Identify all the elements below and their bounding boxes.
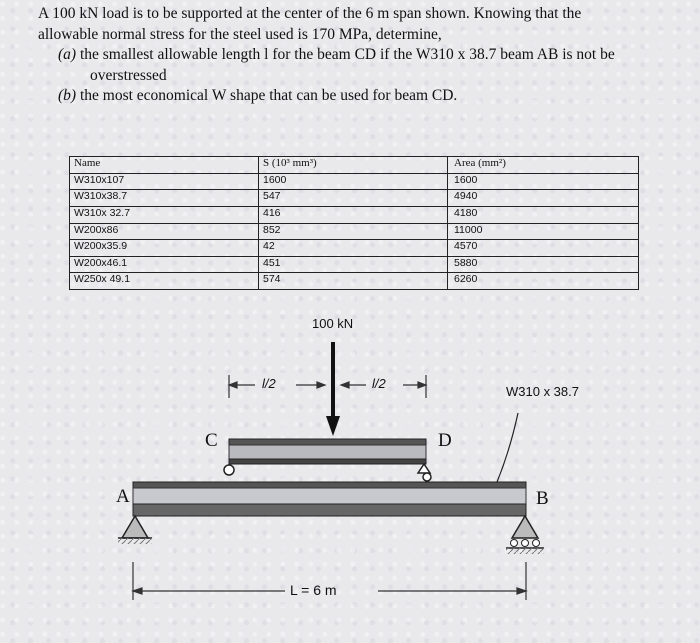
header-section-modulus: S (10³ mm³) (259, 157, 448, 174)
table-row (70, 256, 639, 273)
cell-area: 11000 (448, 223, 639, 240)
half-length-right-label: l/2 (372, 376, 386, 391)
beam-label-leader (497, 413, 518, 482)
part-a-text: the smallest allowable length l for the beam CD if the W310 x 38.7 beam AB is not be (76, 46, 615, 63)
cell-section-modulus: 451 (259, 256, 448, 273)
cell-name: W250x 49.1 (70, 273, 259, 290)
part-b-label: (b) (58, 87, 77, 104)
cell-name: W200x86 (70, 223, 259, 240)
cell-section-modulus: 547 (259, 190, 448, 207)
header-name: Name (70, 157, 259, 174)
cell-section-modulus: 42 (259, 240, 448, 257)
section-properties-table (69, 156, 639, 290)
point-b-label: B (536, 488, 549, 509)
header-area: Area (mm²) (448, 157, 639, 174)
table-row (70, 240, 639, 257)
beam-diagram (0, 300, 700, 643)
cell-name: W310x107 (70, 173, 259, 190)
point-d-label: D (438, 430, 452, 451)
support-b-roller (506, 516, 544, 554)
table-row (70, 190, 639, 207)
cell-area: 4570 (448, 240, 639, 257)
dimension-l (229, 375, 426, 398)
cell-section-modulus: 416 (259, 206, 448, 223)
half-length-left-label: l/2 (262, 376, 276, 391)
cell-area: 5880 (448, 256, 639, 273)
load-label: 100 kN (312, 316, 354, 331)
cell-section-modulus: 1600 (259, 173, 448, 190)
cell-name: W200x35.9 (70, 240, 259, 257)
table-row (70, 206, 639, 223)
cell-area: 4940 (448, 190, 639, 207)
problem-line-1: A 100 kN load is to be supported at the center of the 6 m span shown. Knowing that the (38, 5, 582, 22)
cell-name: W310x38.7 (70, 190, 259, 207)
support-a-pin (118, 516, 152, 544)
cell-area: 4180 (448, 206, 639, 223)
table-row (70, 173, 639, 190)
cell-area: 6260 (448, 273, 639, 290)
beam-cd (224, 439, 431, 481)
beam-ab-section-label: W310 x 38.7 (506, 384, 579, 399)
point-c-label: C (205, 430, 218, 451)
table-row (70, 273, 639, 290)
cell-section-modulus: 574 (259, 273, 448, 290)
part-a-label: (a) (58, 46, 77, 63)
point-a-label: A (116, 486, 130, 507)
table-header-row (70, 157, 639, 174)
cell-area: 1600 (448, 173, 639, 190)
problem-line-2: allowable normal stress for the steel used is 170 MPa, determine, (38, 25, 442, 43)
part-b-text: the most economical W shape that can be used for beam CD. (76, 87, 458, 104)
table-row (70, 223, 639, 240)
cell-name: W200x46.1 (70, 256, 259, 273)
beam-diagram-drawing (0, 300, 700, 643)
cell-section-modulus: 852 (259, 223, 448, 240)
problem-statement (38, 4, 698, 107)
part-b (38, 86, 698, 107)
part-a-continuation: overstressed (90, 66, 167, 84)
span-label: L = 6 m (290, 582, 337, 598)
part-a (38, 45, 698, 66)
cell-name: W310x 32.7 (70, 206, 259, 223)
beam-ab (133, 482, 526, 516)
load-arrow (326, 342, 340, 436)
